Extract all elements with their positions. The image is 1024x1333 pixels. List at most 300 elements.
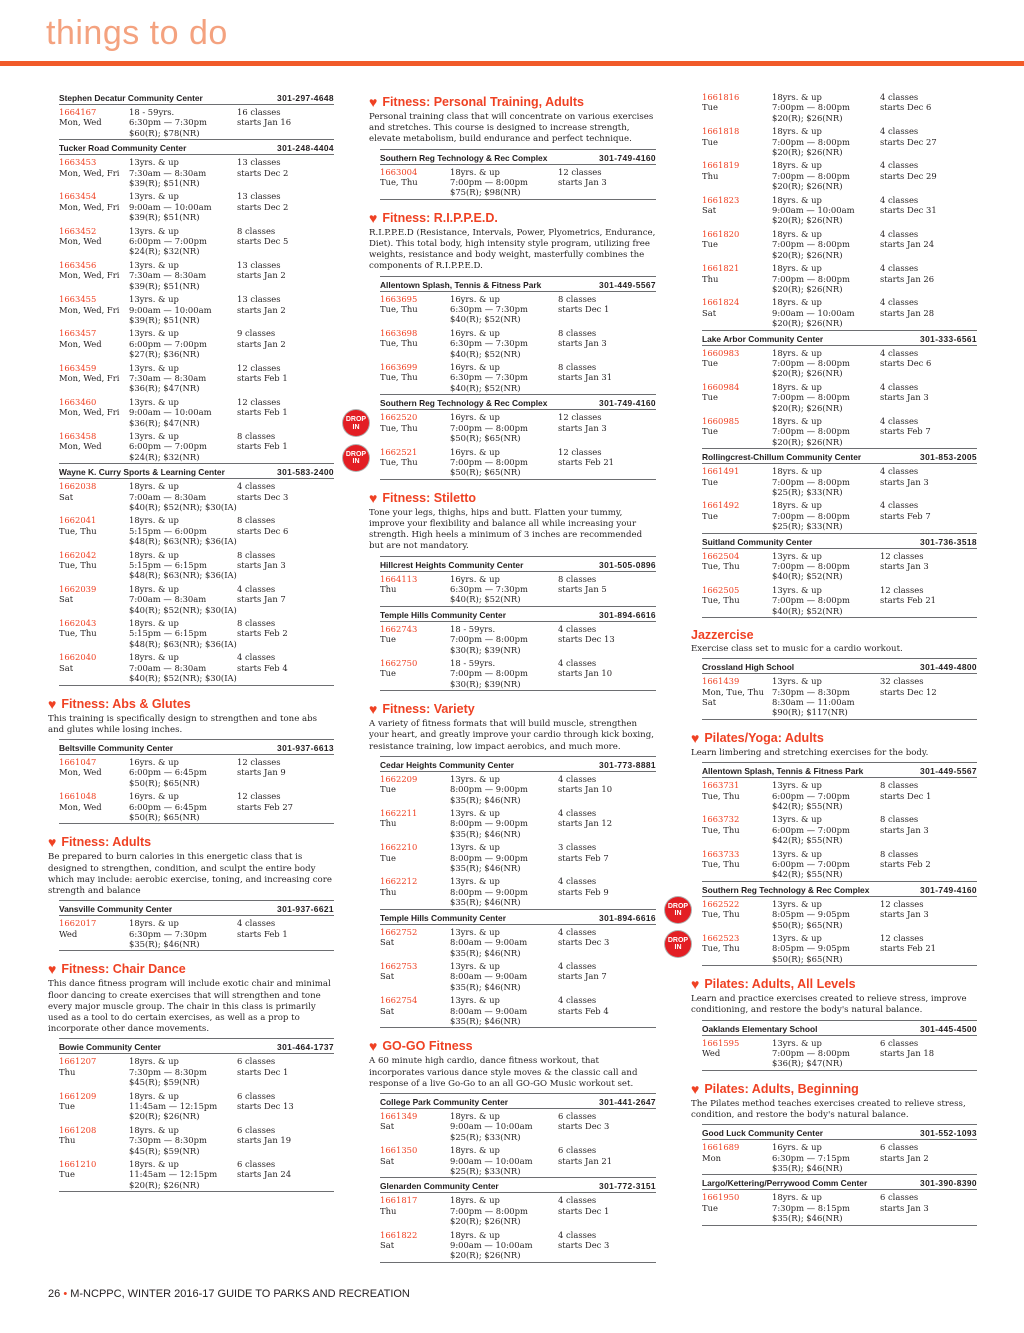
class-count: 6 classes <box>880 1192 919 1203</box>
class-age: 13yrs. & up <box>772 780 822 791</box>
class-details-cell <box>772 466 880 497</box>
class-row <box>380 925 656 959</box>
class-age: 13yrs. & up <box>450 960 500 971</box>
class-time: 7:00pm — 8:00pm <box>772 273 850 284</box>
drop-in-line-1: DROP <box>345 416 367 424</box>
class-row <box>702 583 977 617</box>
class-days: Tue <box>702 426 718 437</box>
class-details-cell <box>129 431 237 462</box>
class-code[interactable]: 1663698 <box>380 327 418 338</box>
class-code[interactable]: 1661210 <box>59 1159 97 1170</box>
class-row <box>59 616 334 650</box>
class-time: 9:00am — 10:00am <box>129 304 212 315</box>
group-divider <box>59 1191 334 1192</box>
class-time: 6:30pm — 7:30pm <box>450 372 528 383</box>
class-age: 13yrs. & up <box>129 362 179 373</box>
class-age: 18yrs. & up <box>772 263 822 274</box>
class-fee: $35(R); $46(NR) <box>450 863 521 874</box>
class-count: 12 classes <box>237 396 281 407</box>
location-name: Stephen Decatur Community Center <box>59 93 203 103</box>
location-phone: 301-772-3151 <box>599 1181 656 1192</box>
class-days: Sat <box>380 971 395 982</box>
class-code[interactable]: 1660984 <box>702 381 740 392</box>
class-code-cell <box>380 658 450 689</box>
class-code[interactable]: 1662750 <box>380 657 418 668</box>
location-name: Allentown Splash, Tennis & Fitness Park <box>702 766 864 777</box>
heart-icon: ♥ <box>369 701 378 718</box>
class-code[interactable]: 1662210 <box>380 842 418 853</box>
class-code[interactable]: 1664113 <box>380 573 418 584</box>
class-code[interactable]: 1663453 <box>59 157 97 168</box>
class-days: Tue, Thu <box>59 560 97 571</box>
class-fee: $30(R); $39(NR) <box>450 644 521 655</box>
class-fee: $25(R); $33(NR) <box>772 487 843 497</box>
class-schedule-cell <box>558 167 656 198</box>
class-start: starts Jan 2 <box>237 304 286 315</box>
class-fee: $20(R); $26(NR) <box>772 147 843 158</box>
class-schedule-cell <box>880 466 977 497</box>
class-details-cell <box>772 382 880 413</box>
class-start: starts Feb 2 <box>237 628 288 639</box>
class-code[interactable]: 1661950 <box>702 1192 740 1203</box>
class-schedule-cell <box>237 157 334 188</box>
class-details-cell <box>772 899 880 930</box>
location-header <box>380 556 656 572</box>
class-code[interactable]: 1663731 <box>702 780 740 791</box>
class-schedule-cell <box>880 814 977 845</box>
class-time: 7:00pm — 8:00pm <box>450 634 528 645</box>
class-code-cell <box>59 328 129 359</box>
class-time: 7:30pm — 8:15pm <box>772 1202 850 1213</box>
class-row <box>702 193 977 227</box>
class-code[interactable]: 1661208 <box>59 1124 97 1135</box>
class-code-cell <box>702 348 772 379</box>
class-schedule-cell <box>880 780 977 811</box>
class-age: 13yrs. & up <box>450 995 500 1006</box>
class-age: 18yrs. & up <box>450 1229 500 1240</box>
class-schedule-cell <box>880 382 977 413</box>
class-schedule-cell <box>880 416 977 447</box>
section-description: A variety of fitness formats that will build muscle, strengthen your heart, and greatly improve your cardio through kick boxing, resistance training, low impact aerobics, and much more. <box>369 719 654 752</box>
class-details-cell <box>450 328 558 359</box>
class-count: 13 classes <box>237 157 281 168</box>
class-code[interactable]: 1661207 <box>59 1056 97 1067</box>
class-code[interactable]: 1663460 <box>59 396 97 407</box>
group-divider <box>702 1070 977 1071</box>
heart-icon: ♥ <box>691 1080 700 1097</box>
class-days: Tue, Thu <box>702 943 740 954</box>
class-code[interactable]: 1661823 <box>702 194 740 205</box>
class-code[interactable]: 1662043 <box>59 618 97 629</box>
class-start: starts Dec 3 <box>237 491 289 502</box>
class-details-cell <box>129 515 237 546</box>
location-name: Southern Reg Technology & Rec Complex <box>702 884 870 895</box>
class-age: 18yrs. & up <box>772 500 822 511</box>
class-schedule-cell <box>880 126 977 157</box>
class-age: 13yrs. & up <box>129 225 179 236</box>
class-time: 6:00pm — 6:45pm <box>129 801 207 812</box>
class-fee: $35(R); $46(NR) <box>772 1213 843 1224</box>
class-schedule-cell <box>237 1125 334 1156</box>
class-code[interactable]: 1661817 <box>380 1195 418 1206</box>
class-schedule-cell <box>237 1091 334 1122</box>
class-count: 8 classes <box>558 362 597 373</box>
class-fee: $90(R); $117(NR) <box>772 707 848 718</box>
class-code[interactable]: 1661047 <box>59 756 97 767</box>
class-age: 18yrs. & up <box>129 1090 179 1101</box>
class-days: Sat <box>380 937 395 948</box>
class-code[interactable]: 1660983 <box>702 347 740 358</box>
class-fee: $45(R); $59(NR) <box>129 1077 200 1088</box>
heart-icon: ♥ <box>48 695 57 712</box>
class-age: 13yrs. & up <box>450 926 500 937</box>
class-details-cell <box>772 1142 880 1173</box>
class-age: 13yrs. & up <box>772 676 822 687</box>
class-code[interactable]: 1662754 <box>380 995 418 1006</box>
group-divider <box>702 719 977 720</box>
class-schedule-cell <box>880 160 977 191</box>
class-details-cell <box>450 574 558 605</box>
class-row <box>59 650 334 684</box>
class-row <box>59 548 334 582</box>
section-title <box>691 976 977 992</box>
header-rule <box>0 61 1024 66</box>
class-time: 7:00pm — 8:00pm <box>772 561 850 572</box>
class-code[interactable]: 1662038 <box>59 481 97 492</box>
class-count: 8 classes <box>880 780 919 791</box>
class-age: 16yrs. & up <box>129 756 179 767</box>
class-row <box>59 582 334 616</box>
class-row <box>380 993 656 1027</box>
class-code[interactable]: 1661350 <box>380 1145 418 1156</box>
class-code[interactable]: 1661822 <box>380 1229 418 1240</box>
class-row <box>702 549 977 583</box>
class-code[interactable]: 1663456 <box>59 259 97 270</box>
class-time: 9:00am — 10:00am <box>450 1121 533 1132</box>
class-code[interactable]: 1661492 <box>702 500 740 511</box>
class-code-cell <box>702 780 772 811</box>
class-row <box>380 1228 656 1262</box>
class-row <box>702 124 977 158</box>
class-code[interactable]: 1662522 <box>702 898 740 909</box>
class-age: 13yrs. & up <box>450 773 500 784</box>
class-code[interactable]: 1662520 <box>380 412 418 423</box>
class-code[interactable]: 1661689 <box>702 1142 740 1153</box>
group-divider <box>380 1262 656 1263</box>
class-days: Thu <box>702 273 719 284</box>
class-days: Tue, Thu <box>59 525 97 536</box>
class-code-cell <box>702 229 772 260</box>
class-start: starts Jan 24 <box>237 1169 292 1180</box>
class-code-cell <box>59 757 129 788</box>
class-count: 4 classes <box>880 126 919 137</box>
class-fee: $35(R); $46(NR) <box>450 828 521 839</box>
class-time: 6:30pm — 7:30pm <box>129 928 207 939</box>
class-row <box>59 326 334 360</box>
class-age: 13yrs. & up <box>129 328 179 339</box>
class-row <box>59 789 334 823</box>
class-code[interactable]: 1663452 <box>59 225 97 236</box>
class-days: Sat <box>380 1155 395 1166</box>
class-days: Mon, Wed <box>59 338 102 349</box>
section-description: A 60 minute high cardio, dance fitness workout, that incorporates various dance style moves & the classic call and response of a live Go-Go to an all GO-GO Music workout set. <box>369 1056 638 1089</box>
section-title <box>48 834 334 850</box>
class-code[interactable]: 1663695 <box>380 293 418 304</box>
class-code-cell <box>380 362 450 393</box>
class-days: Sat <box>380 1005 395 1016</box>
class-time: 7:30pm — 8:30pm <box>129 1135 207 1146</box>
class-code[interactable]: 1664167 <box>59 107 97 117</box>
class-code[interactable]: 1662521 <box>380 446 418 457</box>
class-row <box>702 1140 977 1174</box>
class-time: 8:00pm — 9:00pm <box>450 818 528 829</box>
class-details-cell <box>129 363 237 394</box>
class-age: 18yrs. & up <box>129 515 179 526</box>
class-time: 7:00pm — 8:00pm <box>772 510 850 521</box>
class-start: starts Jan 2 <box>237 338 286 349</box>
class-row <box>59 1089 334 1123</box>
class-code[interactable]: 1662523 <box>702 932 740 943</box>
class-age: 13yrs. & up <box>772 814 822 825</box>
class-schedule-cell <box>880 1142 977 1173</box>
class-row <box>59 189 334 223</box>
class-schedule-cell <box>558 574 656 605</box>
class-days: Tue, Thu <box>702 858 740 869</box>
class-age: 18yrs. & up <box>450 1195 500 1206</box>
class-schedule-cell <box>237 363 334 394</box>
class-age: 13yrs. & up <box>129 157 179 168</box>
section-title <box>369 94 656 110</box>
class-days: Wed <box>702 1048 721 1058</box>
class-code[interactable]: 1662505 <box>702 584 740 595</box>
class-code[interactable]: 1662040 <box>59 652 97 663</box>
group-divider <box>380 479 656 480</box>
class-row <box>380 1193 656 1227</box>
class-code[interactable]: 1662753 <box>380 960 418 971</box>
class-code[interactable]: 1663699 <box>380 362 418 373</box>
class-code[interactable]: 1661439 <box>702 676 740 687</box>
class-code-cell <box>380 1111 450 1142</box>
location-header <box>702 330 977 346</box>
class-row <box>380 840 656 874</box>
class-code-cell <box>380 927 450 958</box>
class-start: starts Jan 21 <box>558 1155 613 1166</box>
class-code-cell <box>380 808 450 839</box>
class-code-cell <box>59 226 129 257</box>
class-days: Tue, Thu <box>702 909 740 920</box>
class-code[interactable]: 1661819 <box>702 160 740 171</box>
class-row <box>380 874 656 908</box>
class-count: 12 classes <box>880 898 924 909</box>
location-phone: 301-894-6616 <box>599 609 656 620</box>
class-start: starts Jan 10 <box>558 668 613 679</box>
class-row <box>702 90 977 124</box>
class-code[interactable]: 1663454 <box>59 191 97 202</box>
class-time: 6:30pm — 7:30pm <box>450 338 528 349</box>
class-age: 18yrs. & up <box>772 1192 822 1203</box>
drop-in-badge <box>665 931 691 957</box>
class-schedule-cell <box>880 933 977 964</box>
class-time: 6:00pm — 6:45pm <box>129 767 207 778</box>
class-details-cell <box>450 624 558 655</box>
class-schedule-cell <box>558 624 656 655</box>
location-header <box>380 276 656 292</box>
class-count: 4 classes <box>237 583 276 594</box>
class-code[interactable]: 1661824 <box>702 297 740 308</box>
class-fee: $20(R); $26(NR) <box>772 112 843 123</box>
class-code[interactable]: 1662041 <box>59 515 97 526</box>
class-start: starts Jan 3 <box>880 392 929 403</box>
class-time: 8:05pm — 9:05pm <box>772 943 850 954</box>
class-code-cell <box>702 416 772 447</box>
class-time: 7:00pm — 8:00pm <box>772 1048 850 1058</box>
class-row <box>380 360 656 394</box>
class-start: starts Feb 1 <box>237 407 288 418</box>
class-details-cell <box>772 126 880 157</box>
class-count: 4 classes <box>558 995 597 1006</box>
class-row <box>59 292 334 326</box>
class-code[interactable]: 1661818 <box>702 126 740 137</box>
class-days: Mon, Tue, Thu <box>702 686 764 697</box>
class-age: 18yrs. & up <box>772 92 822 102</box>
class-code-cell <box>380 167 450 198</box>
class-row <box>667 931 977 965</box>
class-row <box>59 395 334 429</box>
class-days: Tue <box>702 476 718 487</box>
class-count: 6 classes <box>237 1056 276 1067</box>
class-schedule-cell <box>558 294 656 325</box>
location-name: Bowie Community Center <box>59 1042 161 1053</box>
class-code[interactable]: 1662209 <box>380 773 418 784</box>
location-phone: 301-583-2400 <box>277 467 334 478</box>
class-code-cell <box>702 899 772 930</box>
class-code[interactable]: 1660985 <box>702 415 740 426</box>
class-start: starts Feb 21 <box>880 595 936 606</box>
class-code[interactable]: 1662752 <box>380 926 418 937</box>
section-title-text: GO-GO Fitness <box>382 1039 473 1054</box>
class-schedule-cell <box>237 515 334 546</box>
class-age: 18yrs. & up <box>129 918 179 929</box>
class-details-cell <box>450 294 558 325</box>
class-code-cell <box>59 1125 129 1156</box>
class-age: 18yrs. & up <box>129 1124 179 1135</box>
class-days: Tue <box>380 784 396 795</box>
class-days: Tue <box>702 1202 718 1213</box>
class-code[interactable]: 1663457 <box>59 328 97 339</box>
class-code[interactable]: 1661209 <box>59 1090 97 1101</box>
class-days: Sat <box>59 491 74 502</box>
section-title-text: Pilates: Adults, All Levels <box>704 977 856 992</box>
class-start: starts Dec 3 <box>558 1240 610 1251</box>
class-fee: $36(R); $47(NR) <box>129 417 200 428</box>
class-fee: $20(R); $26(NR) <box>772 249 843 260</box>
class-code-cell <box>380 447 450 478</box>
class-code[interactable]: 1661816 <box>702 92 740 102</box>
class-schedule-cell <box>558 362 656 393</box>
class-details-cell <box>129 260 237 291</box>
class-code[interactable]: 1663004 <box>380 166 418 177</box>
class-row <box>702 295 977 329</box>
location-phone: 301-736-3518 <box>920 536 977 547</box>
class-code[interactable]: 1663733 <box>702 848 740 859</box>
class-time: 7:00pm — 8:00pm <box>772 392 850 403</box>
class-fee: $36(R); $47(NR) <box>772 1058 843 1069</box>
class-details-cell <box>129 584 237 615</box>
location-header <box>702 881 977 897</box>
section-title <box>369 1038 656 1054</box>
class-fee: $35(R); $46(NR) <box>450 947 521 958</box>
class-row <box>59 224 334 258</box>
class-code[interactable]: 1662504 <box>702 550 740 561</box>
class-details-cell <box>129 157 237 188</box>
class-row <box>59 513 334 547</box>
class-code-cell <box>380 1230 450 1261</box>
class-code-cell <box>702 126 772 157</box>
class-count: 4 classes <box>558 808 597 819</box>
class-code[interactable]: 1662743 <box>380 623 418 634</box>
class-code[interactable]: 1662039 <box>59 583 97 594</box>
class-count: 4 classes <box>880 466 919 477</box>
class-code[interactable]: 1663459 <box>59 362 97 373</box>
drop-in-badge <box>665 897 691 923</box>
class-details-cell <box>772 229 880 260</box>
class-details-cell <box>129 1125 237 1156</box>
class-time: 7:00am — 8:30am <box>129 594 207 605</box>
section-title-text: Fitness: Adults <box>61 835 152 850</box>
class-count: 13 classes <box>237 294 281 305</box>
class-schedule-cell <box>558 447 656 478</box>
class-code[interactable]: 1661821 <box>702 263 740 274</box>
class-row <box>59 1157 334 1191</box>
class-code[interactable]: 1663732 <box>702 814 740 825</box>
class-count: 13 classes <box>237 259 281 270</box>
class-code[interactable]: 1662042 <box>59 549 97 560</box>
class-code[interactable]: 1661491 <box>702 466 740 477</box>
location-phone: 301-464-1737 <box>277 1042 334 1053</box>
class-code[interactable]: 1662211 <box>380 808 418 819</box>
class-code[interactable]: 1661820 <box>702 228 740 239</box>
class-row <box>59 429 334 463</box>
class-code[interactable]: 1661349 <box>380 1110 418 1121</box>
class-code[interactable]: 1663455 <box>59 294 97 305</box>
class-code[interactable]: 1661048 <box>59 791 97 802</box>
class-code[interactable]: 1662017 <box>59 918 97 929</box>
group-divider <box>59 685 334 686</box>
class-start: starts Feb 2 <box>880 858 931 869</box>
class-start: starts Dec 1 <box>558 1205 610 1216</box>
class-age: 13yrs. & up <box>129 259 179 270</box>
class-time: 9:00am — 10:00am <box>772 205 855 216</box>
class-code[interactable]: 1661595 <box>702 1037 740 1048</box>
class-age: 18 - 59yrs. <box>450 657 496 668</box>
class-code[interactable]: 1662212 <box>380 876 418 887</box>
class-start: starts Feb 4 <box>558 1005 609 1016</box>
class-fee: $48(R); $63(NR); $36(IA) <box>129 536 237 547</box>
class-code-cell <box>380 574 450 605</box>
class-fee: $20(R); $26(NR) <box>772 402 843 413</box>
class-age: 13yrs. & up <box>450 876 500 887</box>
location-header <box>380 149 656 165</box>
class-age: 18yrs. & up <box>129 618 179 629</box>
class-days: Tue <box>702 136 718 147</box>
class-start: starts Dec 13 <box>558 634 615 645</box>
class-fee: $40(R); $52(NR); $30(IA) <box>129 673 237 684</box>
class-code[interactable]: 1663458 <box>59 430 97 441</box>
class-details-cell <box>450 1111 558 1142</box>
class-schedule-cell <box>237 328 334 359</box>
class-schedule-cell <box>237 431 334 462</box>
class-schedule-cell <box>880 1192 977 1223</box>
